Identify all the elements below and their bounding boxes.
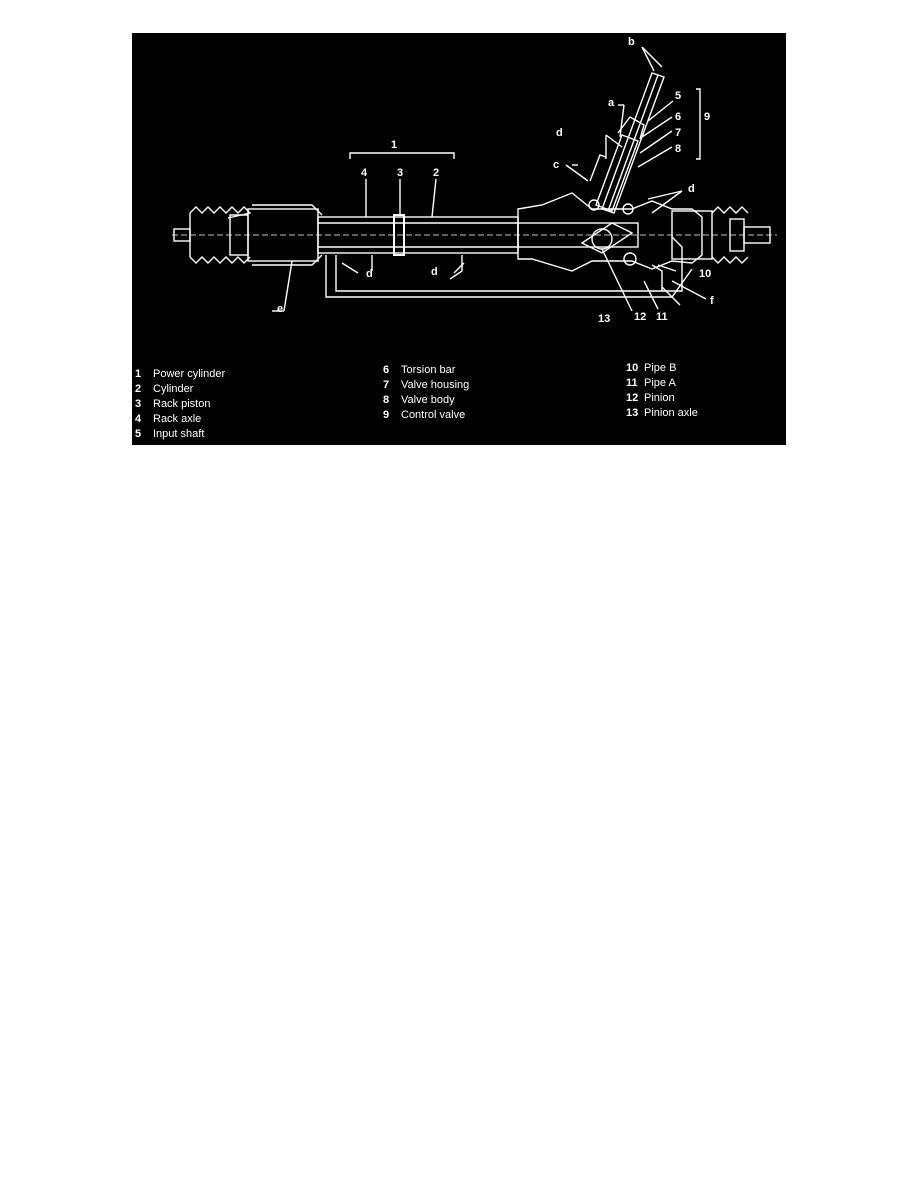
legend-item (626, 376, 698, 391)
legend-item (135, 427, 225, 442)
legend-item (383, 363, 469, 378)
legend-column-2 (383, 363, 469, 423)
legend-number: 6 (383, 364, 390, 376)
legend-label: Pinion (644, 392, 675, 404)
legend-label: Rack axle (153, 413, 202, 425)
callout-e: e (277, 303, 284, 315)
legend-label: Pipe B (644, 362, 677, 374)
callout-10: 10 (699, 268, 712, 280)
legend-number: 9 (383, 409, 390, 421)
legend-item (383, 393, 469, 408)
callout-1: 1 (391, 139, 398, 151)
legend-label: Rack piston (153, 398, 211, 410)
callout-6: 6 (675, 111, 682, 123)
legend-label: Power cylinder (153, 368, 226, 380)
steering-gear-diagram (132, 33, 786, 445)
legend-number: 13 (626, 407, 639, 419)
legend-label: Valve body (401, 394, 455, 406)
legend-label: Pipe A (644, 377, 676, 389)
legend-label: Torsion bar (401, 364, 456, 376)
callout-d-mid-left: d (366, 268, 373, 280)
legend-item (135, 382, 225, 397)
legend-item (135, 367, 225, 382)
legend-number: 10 (626, 362, 639, 374)
legend-number: 7 (383, 379, 390, 391)
legend-number: 3 (135, 398, 142, 410)
callout-2: 2 (433, 167, 440, 179)
legend-number: 11 (626, 377, 638, 389)
legend-label: Pinion axle (644, 407, 698, 419)
legend-item (383, 408, 469, 423)
legend-item (135, 412, 225, 427)
legend-number: 12 (626, 392, 639, 404)
legend-item (383, 378, 469, 393)
callout-8: 8 (675, 143, 682, 155)
callout-b: b (628, 36, 635, 48)
callout-d-mid: d (431, 266, 438, 278)
callout-12: 12 (634, 311, 647, 323)
legend-number: 4 (135, 413, 142, 425)
legend-item (626, 391, 698, 406)
callout-d-top: d (556, 127, 563, 139)
callout-a: a (608, 97, 615, 109)
legend-number: 1 (135, 368, 142, 380)
legend-column-1 (135, 367, 225, 442)
callout-3: 3 (397, 167, 404, 179)
legend-label: Control valve (401, 409, 466, 421)
legend-number: 5 (135, 428, 142, 440)
legend-label: Valve housing (401, 379, 470, 391)
legend-label: Input shaft (153, 428, 205, 440)
pinion-gear (592, 229, 612, 249)
callout-5: 5 (675, 90, 682, 102)
legend-item (626, 361, 698, 376)
callout-4: 4 (361, 167, 368, 179)
legend-number: 8 (383, 394, 390, 406)
callout-11: 11 (656, 311, 668, 323)
legend-label: Cylinder (153, 383, 194, 395)
callout-13: 13 (598, 313, 611, 325)
callout-f: f (710, 295, 714, 307)
legend-item (135, 397, 225, 412)
callout-c: c (553, 159, 560, 171)
callout-d-right: d (688, 183, 695, 195)
callout-7: 7 (675, 127, 682, 139)
callout-9: 9 (704, 111, 711, 123)
legend-number: 2 (135, 383, 142, 395)
legend-item (626, 406, 698, 421)
legend-column-3 (626, 361, 698, 421)
